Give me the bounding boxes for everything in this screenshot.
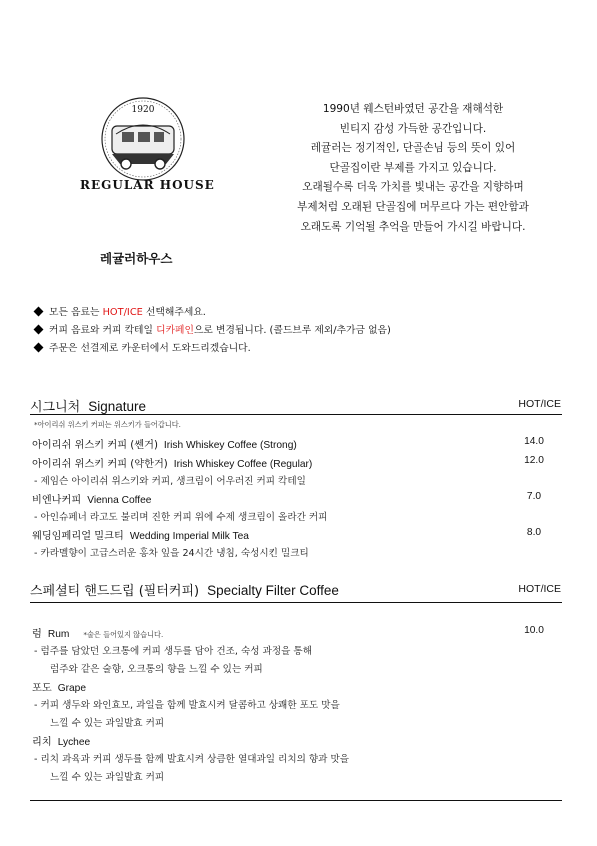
notice-hot-ice — [34, 304, 206, 318]
section-divider — [30, 414, 562, 415]
intro-line: 레귤러는 정기적인, 단골손님 등의 뜻이 있어 — [310, 142, 516, 155]
item-name-en: Wedding Imperial Milk Tea — [129, 531, 249, 542]
intro-line: 오래될수록 더욱 가치를 빛내는 공간을 지향하며 — [302, 181, 524, 194]
item-name-en: Irish Whiskey Coffee (Strong) — [163, 440, 297, 451]
menu-item — [32, 436, 297, 451]
menu-item — [32, 625, 163, 640]
diamond-bullet-icon — [34, 307, 44, 317]
section-title-signature — [30, 396, 146, 415]
item-description: 럼주와 같은 술향, 오크통의 향을 느낄 수 있는 커피 — [50, 664, 263, 675]
item-description: - 리치 과육과 커피 생두를 함께 발효시켜 상큼한 열대과일 리치의 향과 맛을 — [34, 754, 350, 765]
notice-text: 모든 음료는 — [49, 307, 103, 318]
brand-name-ko: 레귤러하우스 — [100, 251, 173, 266]
item-name-ko: 아이리쉬 위스키 커피 (약한거) — [32, 459, 168, 470]
bottom-divider — [30, 800, 562, 801]
intro-line: 오래도록 기억될 추억을 만들어 가시길 바랍니다. — [300, 220, 526, 233]
item-name-ko: 리치 — [32, 737, 52, 748]
notice-decaf — [34, 322, 391, 336]
section-title-ko: 시그니처 — [30, 400, 81, 415]
intro-text — [248, 100, 578, 237]
item-price: 14.0 — [524, 436, 544, 447]
menu-item — [32, 527, 249, 542]
item-name-ko: 럼 — [32, 629, 42, 640]
item-name-en: Vienna Coffee — [87, 495, 152, 506]
item-description: 느낄 수 있는 과일발효 커피 — [50, 718, 165, 729]
hot-ice-header: HOT/ICE — [518, 398, 561, 410]
item-name-en: Irish Whiskey Coffee (Regular) — [173, 459, 313, 470]
hot-ice-header: HOT/ICE — [518, 583, 561, 595]
menu-item — [32, 491, 151, 506]
intro-line: 단골집이란 부제를 가지고 있습니다. — [329, 161, 497, 174]
brand-name: REGULAR HOUSE — [80, 178, 215, 192]
item-description: 느낄 수 있는 과일발효 커피 — [50, 772, 165, 783]
item-price: 10.0 — [524, 625, 544, 636]
section-title-specialty — [30, 580, 339, 599]
menu-item — [32, 455, 312, 470]
item-description: - 커피 생두와 와인효모, 과일을 함께 발효시켜 달콤하고 상쾌한 포도 맛을 — [34, 700, 340, 711]
item-name-ko: 웨딩임페리얼 밀크티 — [32, 531, 124, 542]
item-name-en: Rum — [47, 629, 70, 640]
menu-item — [32, 733, 90, 748]
intro-line: 빈티지 감성 가득한 공간입니다. — [339, 122, 487, 135]
diamond-bullet-icon — [34, 343, 44, 353]
section-title-ko: 스페셜티 핸드드립 (필터커피) — [30, 584, 200, 599]
item-name-ko: 포도 — [32, 683, 52, 694]
item-name-ko: 아이리쉬 위스키 커피 (쎈거) — [32, 440, 158, 451]
item-note: *술은 들어있지 않습니다. — [83, 630, 164, 639]
notice-text: 으로 변경됩니다. (콜드브루 제외/추가금 없음) — [193, 325, 391, 336]
section-note: *아이리쉬 위스키 커피는 위스키가 들어갑니다. — [34, 420, 181, 429]
item-price: 8.0 — [526, 527, 542, 538]
item-price: 12.0 — [524, 455, 544, 466]
section-title-en: Specialty Filter Coffee — [207, 583, 339, 598]
notice-text: 커피 음료와 커피 칵테일 — [49, 325, 157, 336]
item-name-ko: 비엔나커피 — [32, 495, 82, 506]
section-title-en: Signature — [88, 399, 147, 414]
notice-highlight: 디카페인 — [156, 325, 194, 336]
logo-year: 1920 — [131, 105, 155, 115]
notice-text: 주문은 선결제로 카운터에서 도와드리겠습니다. — [49, 343, 251, 354]
item-description: - 카라멜향이 고급스러운 홍차 잎을 24시간 냉침, 숙성시킨 밀크티 — [34, 548, 309, 559]
notice-highlight: HOT/ICE — [102, 307, 143, 318]
item-description: - 제임슨 아이리쉬 위스키와 커피, 생크림이 어우러진 커피 칵테일 — [34, 476, 306, 487]
item-name-en: Grape — [57, 683, 87, 694]
intro-line: 1990년 웨스턴바였던 공간을 재해석한 — [322, 103, 504, 115]
diamond-bullet-icon — [34, 325, 44, 335]
item-description: - 럼주를 담았던 오크통에 커피 생두를 담아 건조, 숙성 과정을 통해 — [34, 646, 312, 657]
item-description: - 아인슈페너 라고도 불리며 진한 커피 위에 수제 생크림이 올라간 커피 — [34, 512, 328, 523]
intro-line: 부제처럼 오래된 단골집에 머무르다 가는 편안함과 — [297, 200, 529, 213]
item-name-en: Lychee — [57, 737, 91, 748]
menu-item — [32, 679, 86, 694]
notice-prepay — [34, 340, 251, 354]
section-divider — [30, 602, 562, 603]
notice-text: 선택해주세요. — [142, 307, 206, 318]
item-price: 7.0 — [526, 491, 542, 502]
regular-house-logo — [100, 96, 186, 182]
